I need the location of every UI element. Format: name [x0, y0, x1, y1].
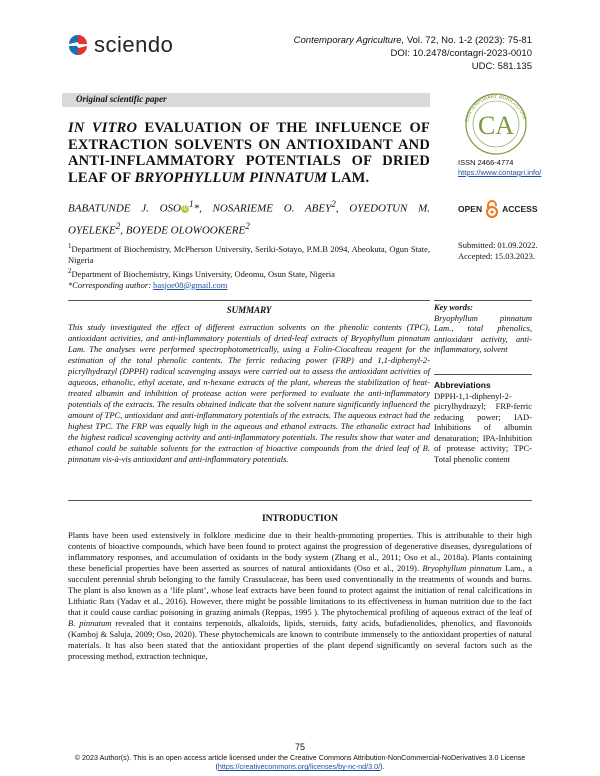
journal-volume: Vol. 72, No. 1-2 (2023): 75-81: [404, 35, 532, 46]
journal-url-link[interactable]: https://www.contagri.info/: [458, 168, 542, 177]
intro-part-b: Lam., a succulent perennial shrub belonging to the family Crassulaceae, has been used conventionally in the treatments of wounds and burns. The plant is also known as a ‘life plant’, whose leaf extracts have been found to protect against the initiation of renal calcifications in Lithiatic Rats (Yadav et al., 2016). However, there might be possible limitations to its effectiveness in human nutrition due to the fact that it could cause cardiac poisoning in grazing animals (Reppas, 1995 ). The phytochemical profiling of aqueous extract of the leaf of: [68, 563, 532, 617]
intro-species-1: Bryophyllum pinnatum: [422, 563, 502, 573]
access-label: ACCESS: [502, 204, 538, 214]
open-access-lock-icon: [485, 200, 499, 218]
affiliations: [68, 241, 430, 291]
issn: ISSN 2466-4774: [458, 158, 514, 167]
author-sup-1: 1: [189, 199, 194, 209]
title-species: BRYOPHYLLUM PINNATUM: [134, 169, 328, 186]
issn-block: [458, 158, 541, 178]
summary-bottom-rule: [68, 500, 532, 501]
accepted-date: Accepted: 15.03.2023.: [458, 251, 535, 261]
open-label: OPEN: [458, 204, 483, 214]
open-access-badge: [458, 200, 538, 218]
journal-name: Contemporary Agriculture,: [293, 35, 405, 46]
corresponding-author: [68, 280, 430, 291]
title-end: LAM.: [327, 169, 370, 186]
author-list: [68, 196, 430, 239]
page-number: 75: [294, 742, 305, 752]
license-notice: [60, 753, 540, 771]
keywords-block: [434, 302, 532, 355]
contemporary-agriculture-logo: [458, 90, 534, 166]
aff2-text: Department of Biochemistry, Kings University, Odeomu, Osun State, Nigeria: [71, 268, 335, 279]
author-abey: *, NOSARIEME O. ABEY: [193, 202, 332, 215]
intro-part-c: revealed that it contains terpenoids, alkaloids, lipids, steroids, fatty acids, bufadienolides, phenolics, and flavonoids (Kamboj & Saluja, 2009; Oso, 2020). These phytochemicals are known to contribute immensely to the antioxidant properties of natural materials. It has also been stated that the antioxidant properties of the plant depend significantly on several factors such as the processing method, extraction technique,: [68, 618, 532, 661]
license-link[interactable]: https://creativecommons.org/licenses/by-nc-nd/3.0/: [217, 762, 381, 771]
keywords-text: Bryophyllum pinnatum Lam., total phenolics, antioxidant activity, anti-inflammatory, solvent: [434, 312, 532, 354]
journal-doi: DOI: 10.2478/contagri-2023-0010: [390, 48, 532, 59]
orcid-icon[interactable]: iD: [182, 205, 188, 212]
author-sup-4: 2: [245, 220, 250, 231]
abbreviations-heading: Abbreviations: [434, 380, 491, 390]
introduction-text: [68, 530, 532, 662]
intro-species-2: B. pinnatum: [68, 618, 112, 628]
author-sup-2: 2: [331, 199, 336, 209]
journal-info: [294, 34, 532, 73]
submitted-date: Submitted: 01.09.2022.: [458, 240, 538, 250]
introduction-heading: INTRODUCTION: [261, 514, 338, 524]
affiliation-2: [68, 266, 430, 280]
author-olowookere: , BOYEDE OLOWOOKERE: [120, 224, 246, 237]
author-oso: BABATUNDE J. OSO: [68, 202, 181, 215]
summary-top-rule: [68, 300, 430, 301]
corr-email-link[interactable]: basjoe08@gmail.com: [153, 279, 228, 290]
ca-logo-arc-text: CONTEMPORARY AGRICULTURE: [464, 93, 528, 123]
intro-part-a: Plants have been used extensively in folklore medicine due to their health-promoting properties. This is attributable to their high contents of bioactive compounds, which have been found to protect against the progression of degenerative diseases, dysregulations of inflammatory responses, and accumulation of oxidants in the body system (Zhang et al., 2011; Oso et al., 2018a). Plants containing these beneficial properties have been asserted as sources of natural antioxidants (Oso et al., 2019).: [68, 530, 532, 573]
affiliation-1: [68, 241, 430, 266]
abbreviations-text: DPPH-1,1-diphenyl-2-picrylhydrazyl; FRP-ferric reducing power; IAD-Inhibitions of albumin denaturation; IPA-Inhibition of protease activity; TPC-Total phenolic content: [434, 390, 532, 464]
journal-udc: UDC: 581.135: [471, 61, 532, 72]
license-end: ).: [380, 762, 385, 771]
aff2-sup: 2: [68, 266, 72, 275]
title-main: EVALUATION OF THE INFLUENCE OF EXTRACTION SOLVENTS ON ANTIOXIDANT AND ANTI-INFLAMMATORY POTENTIALS OF DRIED LEAF OF: [68, 120, 430, 186]
corr-label: *Corresponding author:: [68, 279, 154, 290]
ca-logo-initials: CA: [477, 111, 515, 140]
publisher-name: sciendo: [94, 32, 174, 57]
author-sup-3: 2: [115, 220, 121, 231]
article-title: [68, 120, 430, 186]
author-oyeleke: , OYEDOTUN M. OYELEKE: [68, 202, 430, 237]
title-in-vitro: IN VITRO: [68, 120, 138, 136]
keywords-top-rule: [434, 300, 532, 301]
abbreviations-block: [434, 380, 532, 464]
article-type: Original scientific paper: [76, 94, 167, 104]
aff1-text: Department of Biochemistry, McPherson University, Seriki-Sotayo, P.M.B 2094, Abeokuta, Ogun State, Nigeria: [68, 243, 430, 265]
license-text: © 2023 Author(s). This is an open access article licensed under the Creative Commons Attribution-NonCommercial-NoDerivatives 3.0 License (: [74, 753, 526, 771]
sciendo-logo: [68, 32, 173, 58]
summary-text: This study investigated the effect of different extraction solvents on the phenolic contents (TPC), antioxidant activities, and anti-inflammatory potentials of dried-leaf extracts of Bryophyllum pinnatum Lam. The analyses were performed spectrophotometrically, using a Folin-Ciocalteau reagent for the estimation of the total phenolic contents. The ferric reducing power (FRP) and 1,1-diphenyl-2-picrylhydrazyl (DPPH) radical scavenging assays were carried out to assess the antioxidant activities of aqueous, ethanolic, ethyl acetate, and n-hexane extracts of the plant, whereas the stabilization of heat-treated albumin and inhibition of protease action were performed to evaluate the anti-inflammatory potentials of the extracts. The results obtained indicate that the solvent nature significantly influenced the amount of TPC, antioxidant and anti-inflammatory potentials of the extracts. The aqueous extract had the highest TPC. The FRP was equally high in the aqueous and ethanol extracts. The ethanolic extract had the highest radical scavenging activity and anti-inflammatory potentials. The results show that water and ethanol could be suitable solvents for the extraction of bioactive compounds from the dried leaf of B. pinnatum vis-à-vis antioxidant and anti-inflammatory potentials.: [68, 322, 430, 464]
summary-heading: SUMMARY: [226, 305, 272, 315]
aff1-sup: 1: [68, 242, 72, 250]
keywords-bottom-rule: [434, 374, 532, 375]
sciendo-mark-icon: [68, 34, 88, 56]
keywords-heading: Key words:: [434, 302, 473, 312]
submission-dates: [458, 240, 538, 262]
